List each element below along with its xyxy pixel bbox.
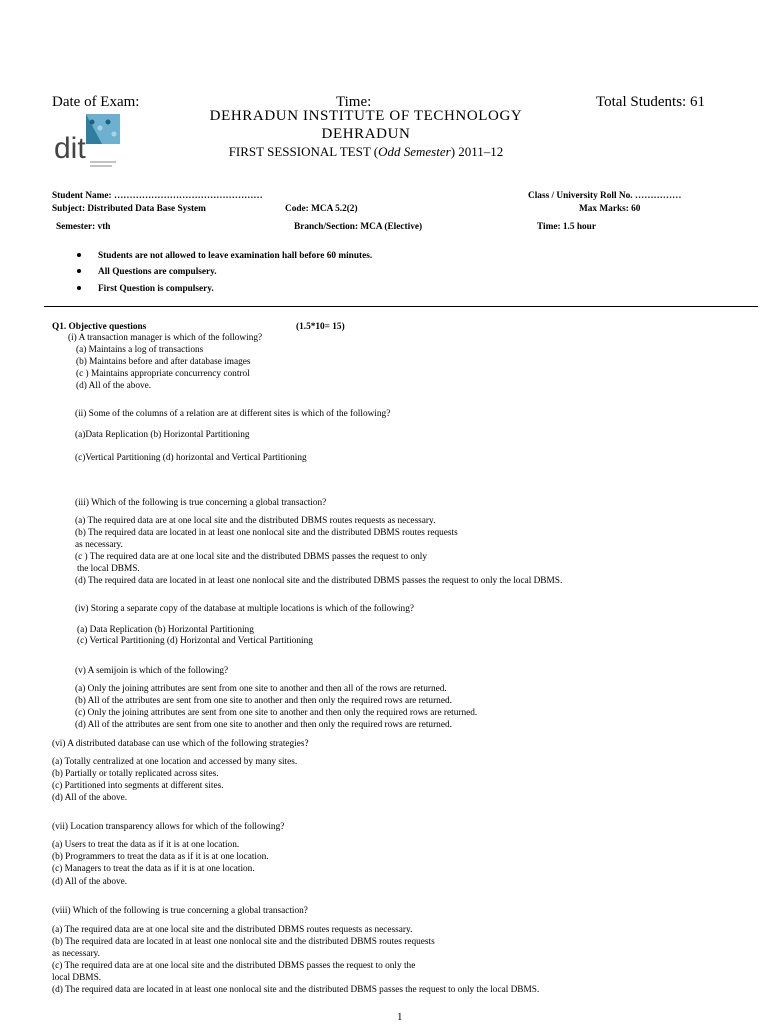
question-line: as necessary. — [52, 949, 100, 959]
question-line: (b) All of the attributes are sent from one site to another and then only the required rows are returned. — [75, 696, 452, 706]
logo-text: dit — [54, 132, 86, 165]
question-line: the local DBMS. — [77, 564, 140, 574]
question-line: (a) Only the joining attributes are sent from one site to another and then all of the rows are returned. — [75, 684, 447, 694]
question-line: (c) Partitioned into segments at different sites. — [52, 781, 224, 791]
question-line: (b) The required data are located in at least one nonlocal site and the distributed DBMS routes requests — [75, 528, 458, 538]
test-title — [204, 144, 528, 160]
question-line: (a)Data Replication (b) Horizontal Partitioning — [75, 430, 250, 440]
question-line: (a) Data Replication (b) Horizontal Partitioning — [77, 625, 254, 635]
question-line: (a) Maintains a log of transactions — [76, 345, 204, 355]
question-line: (b) Programmers to treat the data as if it is at one location. — [52, 852, 269, 862]
page-number: 1 — [397, 1011, 403, 1023]
dit-logo — [52, 114, 120, 172]
question-line: (c)Vertical Partitioning (d) horizontal and Vertical Partitioning — [75, 453, 307, 463]
instruction-item: First Question is compulsery. — [98, 284, 214, 294]
question-line: (c ) Maintains appropriate concurrency control — [76, 369, 250, 379]
question-line: (a) The required data are at one local site and the distributed DBMS routes requests as necessary. — [75, 516, 436, 526]
question-line: (b) Partially or totally replicated across sites. — [52, 769, 219, 779]
question-line: as necessary. — [75, 540, 123, 550]
question-line: (d) The required data are located in at least one nonlocal site and the distributed DBMS passes the request to only the local DBMS. — [52, 985, 540, 995]
test-title-semester: Odd Semester — [378, 144, 451, 159]
date-of-exam-label: Date of Exam: — [52, 94, 140, 110]
time-label: Time: — [336, 94, 372, 110]
question-line: (d) The required data are located in at least one nonlocal site and the distributed DBMS passes the request to only the local DBMS. — [75, 576, 563, 586]
question-line: (a) Users to treat the data as if it is at one location. — [52, 840, 240, 850]
question-line: (c) Vertical Partitioning (d) Horizontal and Vertical Partitioning — [77, 636, 313, 646]
student-name-field: Student Name: ………………………………………… — [52, 191, 263, 201]
instruction-item: All Questions are compulsery. — [98, 267, 217, 277]
code-field: Code: MCA 5.2(2) — [285, 204, 358, 214]
question-line: (ii) Some of the columns of a relation are at different sites is which of the following? — [75, 409, 391, 419]
question-line: (iv) Storing a separate copy of the database at multiple locations is which of the following? — [75, 604, 414, 614]
bullet-icon — [77, 269, 81, 273]
q1-marks: (1.5*10= 15) — [296, 322, 345, 332]
question-line: (d) All of the above. — [52, 877, 128, 887]
question-line: (a) Totally centralized at one location and accessed by many sites. — [52, 757, 298, 767]
question-line: (iii) Which of the following is true concerning a global transaction? — [75, 498, 327, 508]
branch-field: Branch/Section: MCA (Elective) — [294, 222, 423, 232]
question-line: (b) Maintains before and after database images — [76, 357, 251, 367]
question-line: (vii) Location transparency allows for which of the following? — [52, 822, 285, 832]
question-line: (a) The required data are at one local site and the distributed DBMS routes requests as necessary. — [52, 925, 413, 935]
bullet-icon — [77, 253, 81, 257]
question-line: (v) A semijoin is which of the following? — [75, 666, 229, 676]
question-line: (d) All of the above. — [52, 793, 128, 803]
test-title-suffix: ) 2011–12 — [450, 144, 504, 159]
question-line: (d) All of the above. — [76, 381, 152, 391]
question-line: (c ) The required data are at one local site and the distributed DBMS passes the request to only — [75, 552, 427, 562]
semester-field: Semester: vth — [56, 222, 111, 232]
question-line: (i) A transaction manager is which of the following? — [68, 333, 263, 343]
bullet-icon — [77, 286, 81, 290]
question-line: (c) The required data are at one local site and the distributed DBMS passes the request to only the — [52, 961, 416, 971]
instruction-item: Students are not allowed to leave examination hall before 60 minutes. — [98, 251, 373, 261]
test-title-prefix: FIRST SESSIONAL TEST ( — [228, 144, 379, 159]
question-line: (b) The required data are located in at least one nonlocal site and the distributed DBMS routes requests — [52, 937, 435, 947]
divider — [44, 306, 758, 307]
max-marks-field: Max Marks: 60 — [579, 204, 641, 214]
question-line: (vi) A distributed database can use which of the following strategies? — [52, 739, 309, 749]
subject-field: Subject: Distributed Data Base System — [52, 204, 206, 214]
question-line: local DBMS. — [52, 973, 102, 983]
total-students-label: Total Students: 61 — [596, 94, 705, 110]
roll-no-field: Class / University Roll No. …………… — [528, 191, 682, 201]
question-line: (d) All of the attributes are sent from one site to another and then only the required rows are returned. — [75, 720, 452, 730]
time-field: Time: 1.5 hour — [537, 222, 596, 232]
institute-name: DEHRADUN INSTITUTE OF TECHNOLOGY — [209, 108, 523, 124]
question-line: (c) Managers to treat the data as if it is at one location. — [52, 864, 255, 874]
q1-title: Q1. Objective questions — [52, 322, 147, 332]
question-line: (c) Only the joining attributes are sent from one site to another and then only the required rows are returned. — [75, 708, 478, 718]
institute-city: DEHRADUN — [321, 126, 411, 142]
question-line: (viii) Which of the following is true concerning a global transaction? — [52, 906, 308, 916]
